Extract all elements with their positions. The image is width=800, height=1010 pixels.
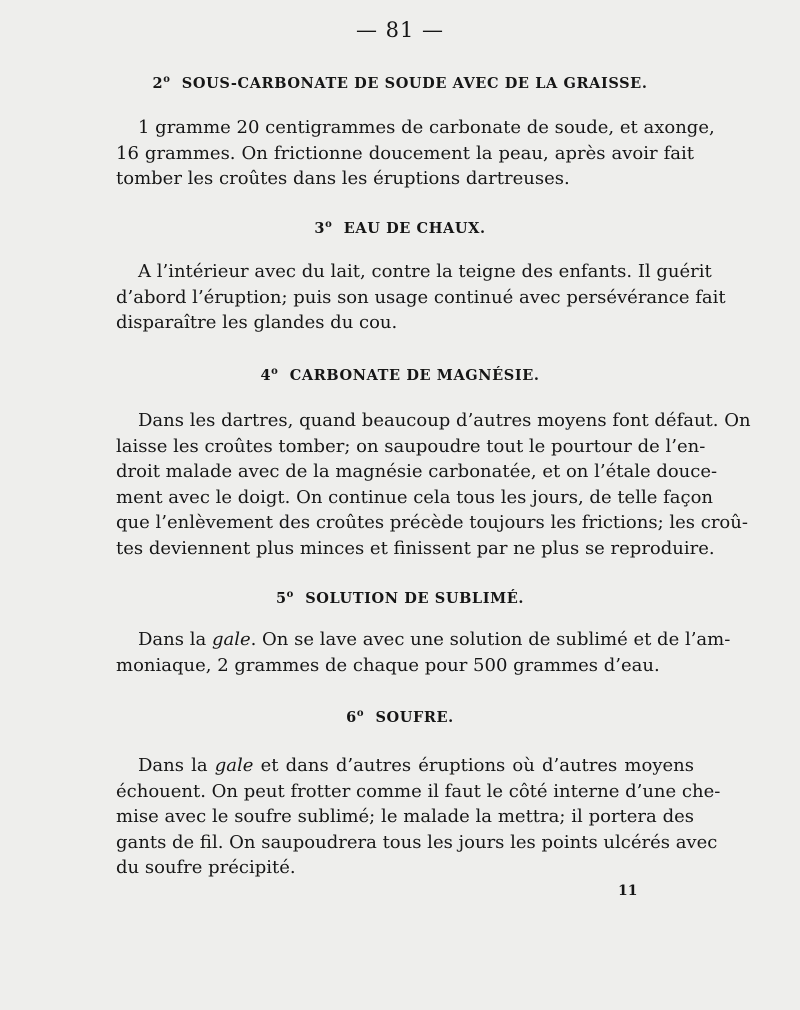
- page-number: — 81 —: [355, 18, 445, 42]
- section-paragraph: [116, 753, 721, 881]
- section-number: 2: [152, 75, 164, 92]
- paragraph-line: laisse les croûtes tomber; on saupoudre tout le pourtour de l’en-: [116, 435, 706, 457]
- paragraph-line: ment avec le doigt. On continue cela tous les jours, de telle façon: [116, 486, 714, 508]
- section-heading: [0, 709, 800, 726]
- section-heading: [0, 75, 800, 92]
- paragraph-line: que l’enlèvement des croûtes précède toujours les frictions; les croû-: [116, 512, 748, 533]
- line-text: et dans d’autres éruptions où d’autres moyens: [253, 755, 694, 776]
- signature-mark: 11: [618, 883, 638, 899]
- section-heading: [0, 220, 800, 237]
- section-number-sup: o: [286, 589, 294, 601]
- paragraph-line: [116, 627, 731, 653]
- section-title: SOLUTION DE SUBLIMÉ.: [305, 590, 525, 607]
- paragraph-line: 1 gramme 20 centigrammes de carbonate de soude, et axonge,: [138, 117, 715, 138]
- section-title: SOUS-CARBONATE DE SOUDE AVEC DE LA GRAISSE.: [181, 75, 648, 92]
- section-title: EAU DE CHAUX.: [343, 220, 486, 237]
- section-heading: [0, 367, 800, 384]
- section-number: 4: [260, 367, 272, 384]
- section-paragraph: [116, 627, 731, 678]
- italic-term: gale: [211, 629, 251, 650]
- line-text: Dans la: [138, 629, 212, 650]
- paragraph-line: du soufre précipité.: [116, 857, 296, 878]
- section-title: CARBONATE DE MAGNÉSIE.: [289, 367, 540, 384]
- section-number-sup: o: [163, 74, 171, 86]
- paragraph-line: échouent. On peut frotter comme il faut le côté interne d’une che-: [116, 780, 721, 802]
- paragraph-line: d’abord l’éruption; puis son usage continué avec persévérance fait: [116, 286, 726, 308]
- italic-term: gale: [214, 755, 254, 776]
- paragraph-line: [116, 753, 694, 779]
- section-number-sup: o: [325, 219, 333, 231]
- section-paragraph: [116, 259, 726, 336]
- paragraph-line: gants de fil. On saupoudrera tous les jours les points ulcérés avec: [116, 831, 718, 853]
- paragraph-line: disparaître les glandes du cou.: [116, 312, 398, 333]
- section-number-sup: o: [356, 708, 365, 720]
- paragraph-line: 16 grammes. On frictionne doucement la peau, après avoir fait: [116, 142, 694, 164]
- paragraph-line: moniaque, 2 grammes de chaque pour 500 grammes d’eau.: [116, 654, 660, 676]
- paragraph-line: tomber les croûtes dans les éruptions dartreuses.: [116, 168, 570, 189]
- line-text: . On se lave avec une solution de sublimé et de l’am-: [250, 629, 731, 650]
- section-title: SOUFRE.: [375, 709, 454, 726]
- section-number: 5: [275, 590, 287, 607]
- paragraph-line: tes deviennent plus minces et finissent par ne plus se reproduire.: [116, 537, 715, 559]
- paragraph-line: A l’intérieur avec du lait, contre la teigne des enfants. Il guérit: [138, 261, 712, 282]
- paragraph-line: droit malade avec de la magnésie carbonatée, et on l’étale douce-: [116, 461, 718, 482]
- section-heading: [0, 590, 800, 607]
- section-number-sup: o: [271, 366, 279, 378]
- paragraph-line: Dans les dartres, quand beaucoup d’autres moyens font défaut. On: [138, 410, 751, 431]
- section-number: 3: [314, 220, 326, 237]
- paragraph-line: mise avec le soufre sublimé; le malade la mettra; il portera des: [116, 806, 694, 827]
- line-text: Dans la: [138, 755, 215, 776]
- section-number: 6: [346, 709, 357, 726]
- section-paragraph: [116, 115, 715, 192]
- section-paragraph: [116, 408, 751, 561]
